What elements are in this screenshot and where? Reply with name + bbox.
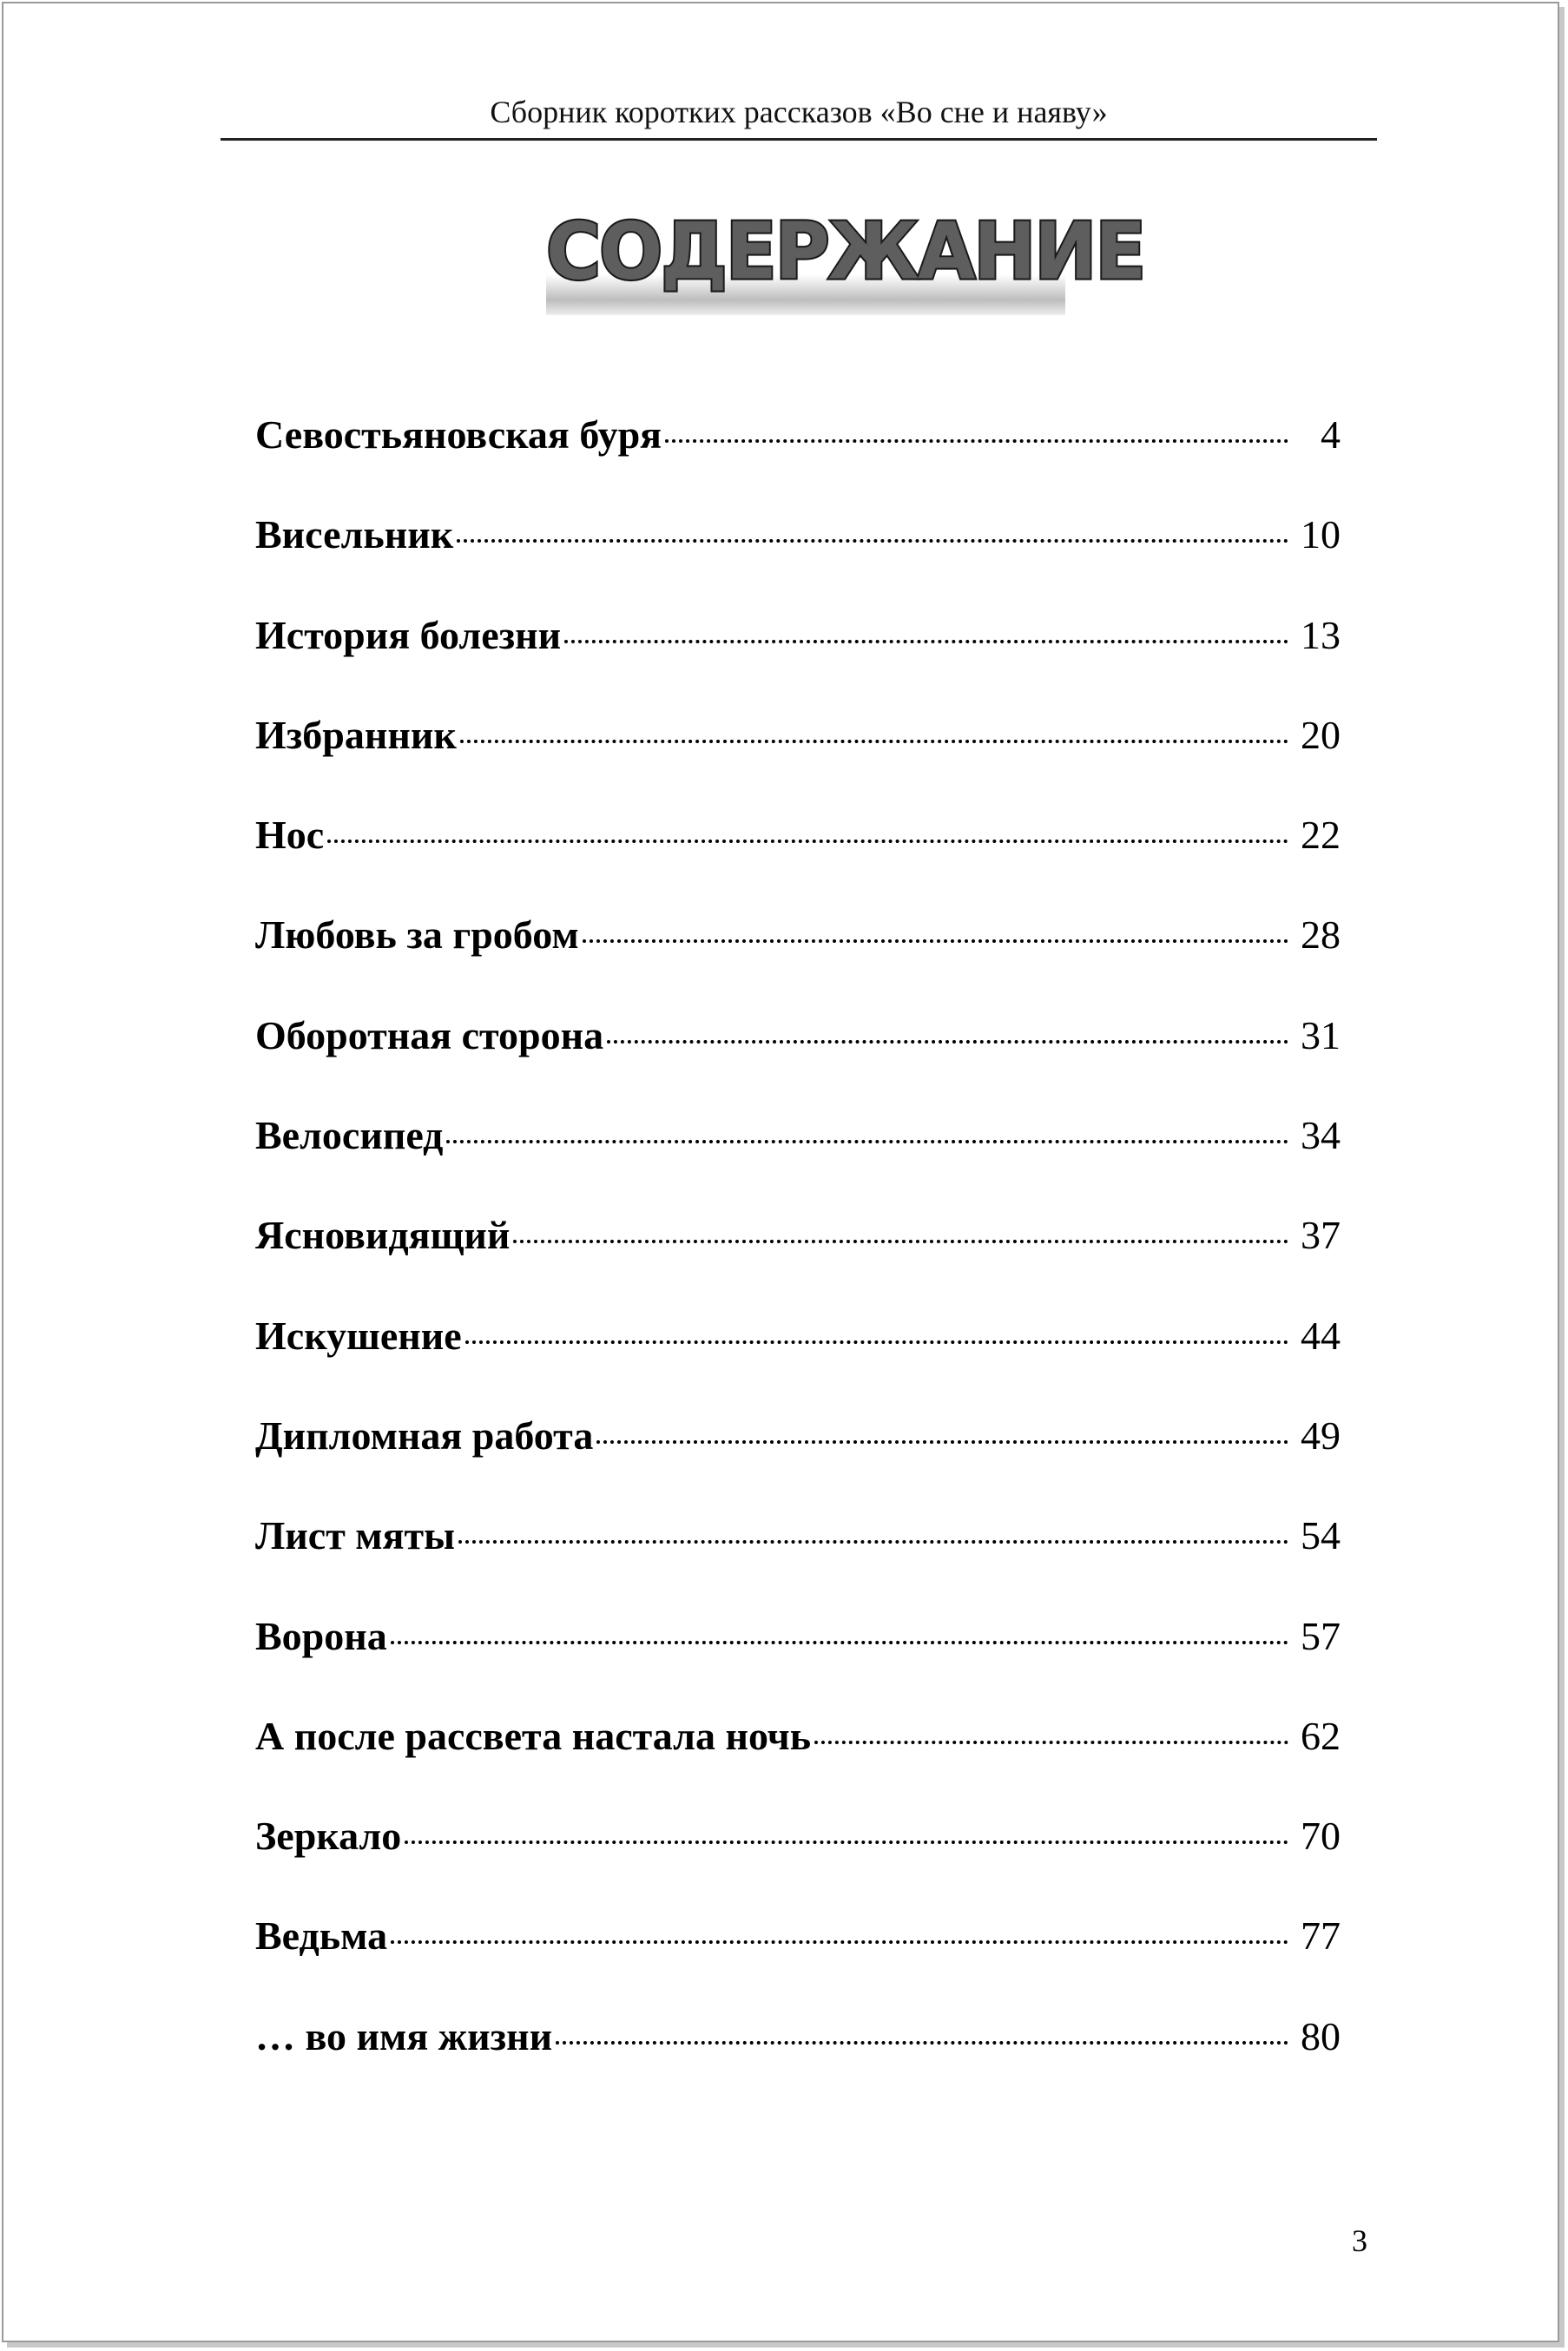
toc-entry-title: Ворона bbox=[255, 1613, 387, 1658]
toc-entry-page: 28 bbox=[1301, 912, 1341, 958]
toc-entry[interactable] bbox=[255, 1012, 1341, 1112]
toc-entry-page: 62 bbox=[1301, 1713, 1341, 1758]
dot-leader bbox=[446, 1140, 1288, 1143]
dot-leader bbox=[457, 539, 1288, 543]
toc-entry[interactable] bbox=[255, 812, 1341, 912]
toc-entry[interactable] bbox=[255, 511, 1341, 611]
toc-entry-title: Лист мяты bbox=[255, 1513, 456, 1558]
toc-entry-title: Искушение bbox=[255, 1313, 462, 1358]
toc-entry-title: История болезни bbox=[255, 612, 562, 657]
toc-entry-title: Висельник bbox=[255, 512, 454, 557]
dot-leader bbox=[391, 1641, 1288, 1644]
header-rule bbox=[221, 138, 1377, 141]
toc-entry-page: 31 bbox=[1301, 1012, 1341, 1057]
toc-entry-title: Зеркало bbox=[255, 1814, 402, 1859]
toc-entry-page: 13 bbox=[1301, 612, 1341, 657]
toc-entry-title: Ведьма bbox=[255, 1913, 388, 1959]
toc-entry-page: 70 bbox=[1301, 1814, 1341, 1859]
toc-entry[interactable] bbox=[255, 912, 1341, 1011]
toc-entry-page: 80 bbox=[1301, 2013, 1341, 2058]
dot-leader bbox=[460, 740, 1288, 743]
contents-title-logo bbox=[546, 206, 1145, 315]
dot-leader bbox=[405, 1841, 1288, 1844]
dot-leader bbox=[465, 1340, 1288, 1344]
running-header: Сборник коротких рассказов «Во сне и наяву» bbox=[490, 95, 1108, 129]
toc-entry[interactable] bbox=[255, 612, 1341, 712]
dot-leader bbox=[607, 1040, 1288, 1044]
toc-entry[interactable] bbox=[255, 1713, 1341, 1813]
toc-entry-page: 20 bbox=[1301, 712, 1341, 757]
toc-entry-title: Любовь за гробом bbox=[255, 912, 579, 958]
toc-entry-title: Избранник bbox=[255, 712, 457, 757]
toc-entry-page: 22 bbox=[1301, 813, 1341, 858]
toc-entry-title: Ясновидящий bbox=[255, 1213, 511, 1258]
contents-title: СОДЕРЖАНИЕ bbox=[546, 206, 1145, 298]
toc-entry[interactable] bbox=[255, 1112, 1341, 1212]
toc-entry-title: Велосипед bbox=[255, 1113, 444, 1158]
toc-entry-page: 37 bbox=[1301, 1213, 1341, 1258]
toc-entry[interactable] bbox=[255, 1413, 1341, 1512]
dot-leader bbox=[814, 1741, 1288, 1744]
dot-leader bbox=[564, 640, 1288, 643]
dot-leader bbox=[583, 939, 1288, 943]
toc-entry[interactable] bbox=[255, 1913, 1341, 2012]
toc-entry-title: Оборотная сторона bbox=[255, 1012, 604, 1057]
toc-entry-title: Нос bbox=[255, 813, 325, 858]
dot-leader bbox=[391, 1940, 1288, 1944]
toc-entry-page: 49 bbox=[1301, 1413, 1341, 1458]
page-number: 3 bbox=[1352, 2223, 1367, 2258]
toc-entry-page: 54 bbox=[1301, 1513, 1341, 1558]
dot-leader bbox=[596, 1440, 1288, 1444]
toc-entry[interactable] bbox=[255, 1313, 1341, 1413]
dot-leader bbox=[327, 840, 1288, 843]
table-of-contents bbox=[255, 412, 1341, 2113]
toc-entry-title: Дипломная работа bbox=[255, 1413, 594, 1458]
document-page bbox=[2, 2, 1559, 2342]
toc-entry-page: 57 bbox=[1301, 1613, 1341, 1658]
dot-leader bbox=[556, 2041, 1288, 2045]
toc-entry[interactable] bbox=[255, 412, 1341, 511]
toc-entry-page: 10 bbox=[1301, 512, 1341, 557]
toc-entry[interactable] bbox=[255, 1512, 1341, 1612]
toc-entry-title: … во имя жизни bbox=[255, 2013, 553, 2058]
dot-leader bbox=[513, 1240, 1288, 1243]
toc-entry[interactable] bbox=[255, 1813, 1341, 1913]
toc-entry-page: 44 bbox=[1301, 1313, 1341, 1358]
toc-entry[interactable] bbox=[255, 1613, 1341, 1713]
dot-leader bbox=[665, 439, 1288, 443]
dot-leader bbox=[458, 1540, 1288, 1544]
toc-entry-page: 34 bbox=[1301, 1113, 1341, 1158]
toc-entry-title: Севостьяновская буря bbox=[255, 412, 662, 457]
toc-entry-title: А после рассвета настала ночь bbox=[255, 1713, 812, 1758]
toc-entry-page: 4 bbox=[1321, 412, 1341, 457]
toc-entry[interactable] bbox=[255, 2013, 1341, 2113]
toc-entry[interactable] bbox=[255, 1212, 1341, 1312]
toc-entry-page: 77 bbox=[1301, 1913, 1341, 1959]
toc-entry[interactable] bbox=[255, 712, 1341, 812]
